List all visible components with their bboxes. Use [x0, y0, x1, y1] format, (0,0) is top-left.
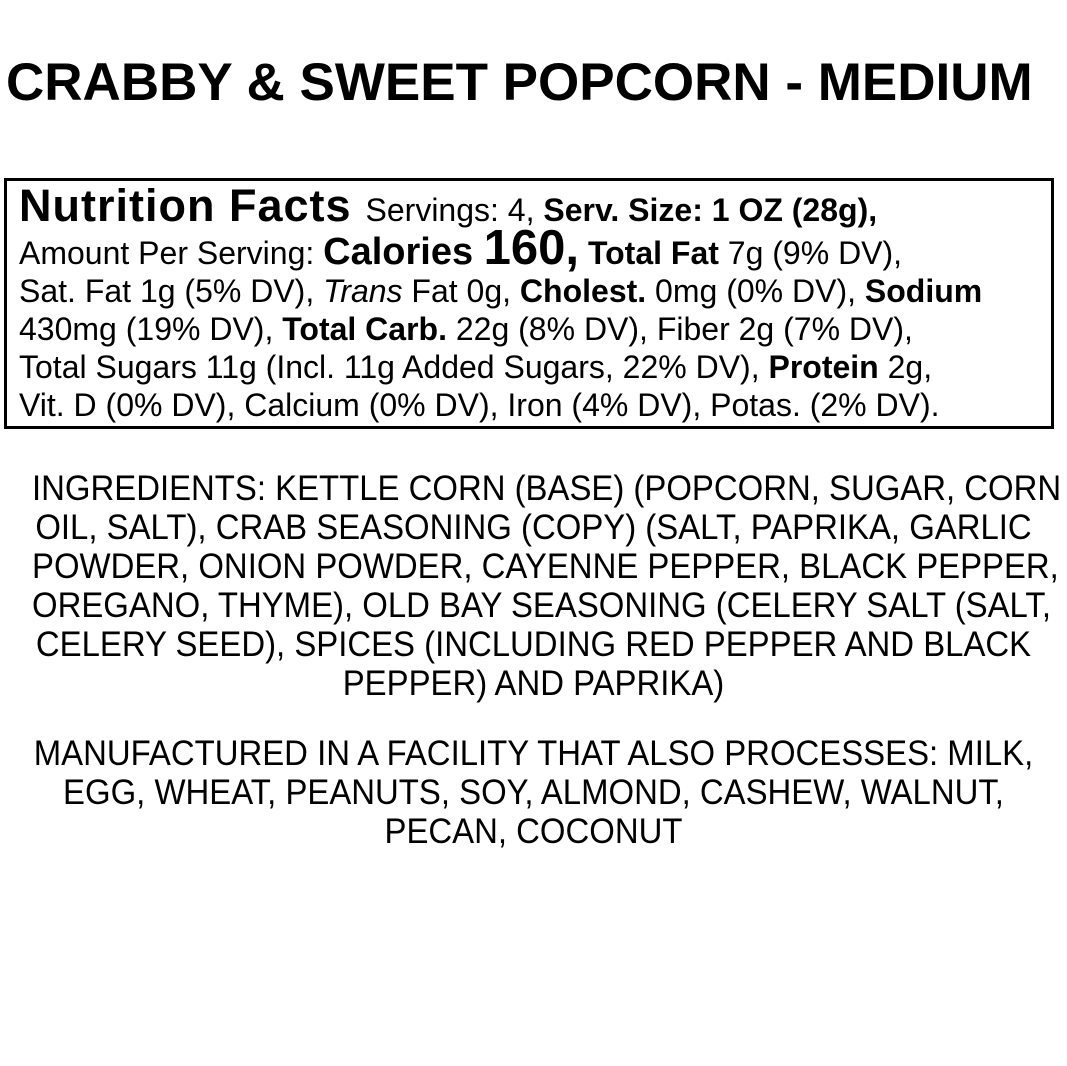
- ingredients-line: PEPPER) AND PAPRIKA): [342, 664, 725, 703]
- nutrition-facts-panel: [4, 178, 1054, 429]
- allergen-line: EGG, WHEAT, PEANUTS, SOY, ALMOND, CASHEW, WALNUT,: [63, 773, 1004, 812]
- carbs-line: [19, 310, 1039, 348]
- product-title: CRABBY & SWEET POPCORN - MEDIUM: [6, 53, 1033, 112]
- ingredients-line: INGREDIENTS: KETTLE CORN (BASE) (POPCORN, SUGAR, CORN: [32, 469, 1062, 508]
- sat-fat-text: Sat. Fat 1g (5% DV),: [19, 273, 324, 309]
- sugars-protein-line: [19, 348, 1039, 386]
- total-carb-value: 22g (8% DV), Fiber 2g (7% DV),: [446, 311, 913, 347]
- servings-text: Servings: 4,: [365, 192, 544, 228]
- protein-value: 2g,: [878, 349, 933, 385]
- vitamins-text: Vit. D (0% DV), Calcium (0% DV), Iron (4% DV), Potas. (2% DV).: [19, 387, 940, 423]
- calories-line: [19, 221, 1039, 275]
- ingredients-line: CELERY SEED), SPICES (INCLUDING RED PEPPER AND BLACK: [35, 625, 1032, 664]
- ingredients-line: POWDER, ONION POWDER, CAYENNE PEPPER, BLACK PEPPER,: [32, 547, 1059, 586]
- cholesterol-value: 0mg (0% DV),: [646, 273, 865, 309]
- total-carb-label: Total Carb.: [282, 311, 447, 347]
- protein-label: Protein: [768, 349, 879, 385]
- trans-fat-rest: Fat 0g,: [402, 273, 520, 309]
- sodium-value: 430mg (19% DV),: [19, 311, 283, 347]
- total-fat-label: Total Fat: [579, 235, 728, 271]
- total-fat-value: 7g (9% DV),: [727, 235, 903, 271]
- ingredients-line: OREGANO, THYME), OLD BAY SEASONING (CELERY SALT (SALT,: [32, 586, 1051, 625]
- allergen-line: MANUFACTURED IN A FACILITY THAT ALSO PROCESSES: MILK,: [33, 734, 1034, 773]
- calories-value: 160,: [483, 221, 580, 275]
- sugars-text: Total Sugars 11g (Incl. 11g Added Sugars, 22% DV),: [19, 349, 769, 385]
- amount-per-serving-label: Amount Per Serving:: [19, 235, 324, 271]
- cholesterol-label: Cholest.: [519, 273, 647, 309]
- calories-label: Calories: [323, 231, 484, 273]
- label-page: [0, 53, 1067, 1066]
- trans-fat-word: Trans: [323, 273, 403, 309]
- ingredients-line: OIL, SALT), CRAB SEASONING (COPY) (SALT, PAPRIKA, GARLIC: [35, 508, 1032, 547]
- vitamins-line: [19, 386, 1039, 424]
- nutrition-facts-heading: Nutrition Facts: [19, 180, 352, 231]
- ingredients-section: [0, 469, 1067, 703]
- serving-size-text: Serv. Size: 1 OZ (28g),: [543, 192, 878, 228]
- allergen-line: PECAN, COCONUT: [384, 812, 683, 851]
- fats-line: [19, 272, 1039, 310]
- sodium-label: Sodium: [864, 273, 983, 309]
- allergen-section: [0, 734, 1067, 851]
